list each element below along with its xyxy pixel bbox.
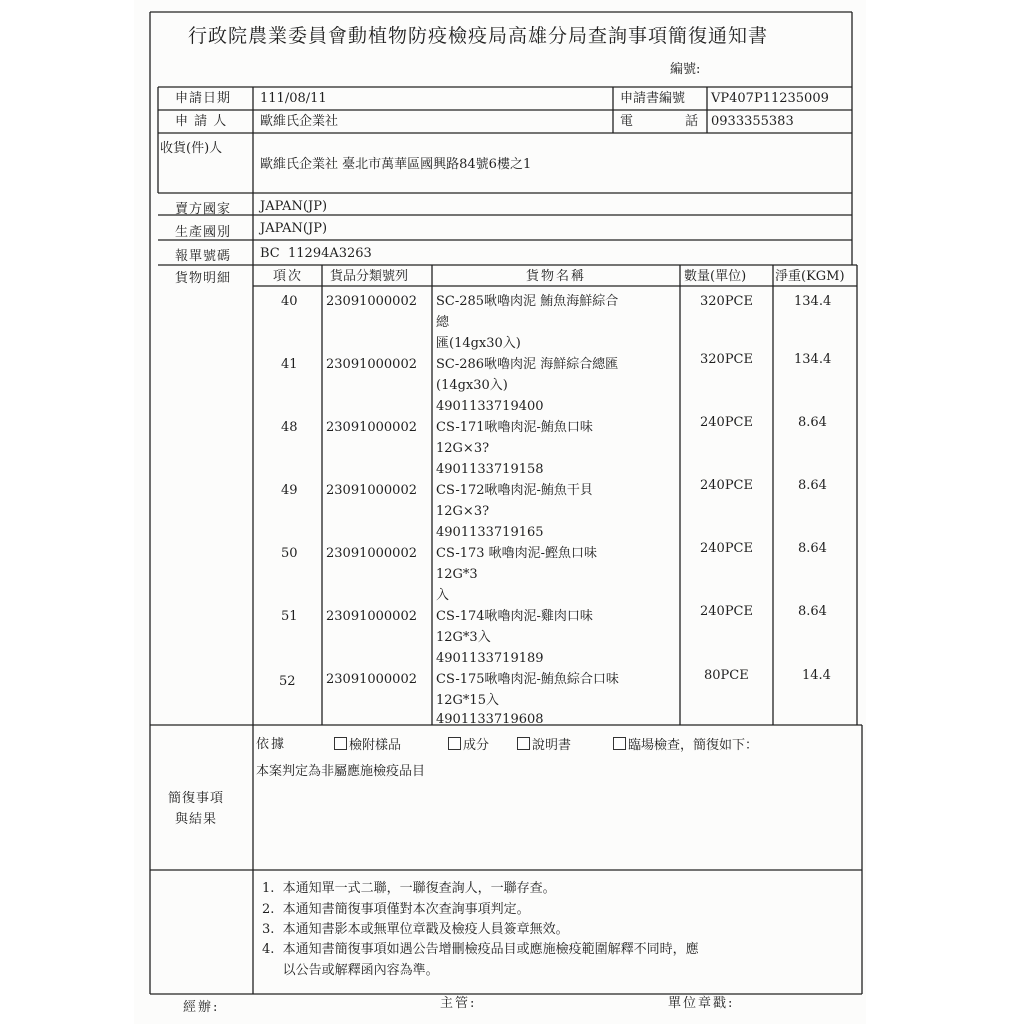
table-row-name-line: CS-175啾嚕肉泥-鮪魚綜合口味 [436,672,619,687]
table-row-weight: 8.64 [798,415,827,430]
table-row-no: 49 [281,483,298,498]
table-row-qty: 240PCE [700,478,753,493]
option-onsite-label: 臨場檢查，簡復如下： [628,738,759,753]
table-row-code: 23091000002 [326,294,417,309]
option-sample-label: 檢附樣品 [349,738,402,753]
origin-value: JAPAN(JP) [260,221,328,236]
col-header-name: 貨物名稱 [526,269,587,284]
apply-date-label: 申請日期 [175,91,232,106]
declaration-label: 報單號碼 [175,249,232,264]
note-item: 4. 本通知書簡復事項如遇公告增刪檢疫品目或應施檢疫範圍解釋不同時，應 [262,942,699,957]
option-manual-label: 說明書 [532,738,572,753]
table-row-name-line: SC-285啾嚕肉泥 鮪魚海鮮綜合 [436,294,619,309]
apply-date-value: 111/08/11 [260,91,327,106]
manual-checkbox [517,737,530,750]
consignee-value: 歐維氏企業社 臺北市萬華區國興路84號6樓之1 [260,157,532,172]
option-ingredients [448,737,489,754]
supervisor-label: 主管: [440,996,477,1011]
table-row-weight: 134.4 [794,352,832,367]
table-row-code: 23091000002 [326,357,417,372]
basis-label: 依據 [256,737,287,752]
table-row-qty: 240PCE [700,604,753,619]
table-row-name-line: SC-286啾嚕肉泥 海鮮綜合總匯 [436,357,619,372]
unit-seal-label: 單位章戳: [668,996,735,1011]
reply-result: 本案判定為非屬應施檢疫品目 [256,764,426,779]
ingredients-checkbox [448,737,461,750]
reply-label-line1: 簡復事項 [168,791,225,806]
table-row-name-line: CS-174啾嚕肉泥-雞肉口味 [436,609,593,624]
handler-label: 經辦: [183,1000,220,1015]
table-row-name-line: 入 [436,588,450,603]
table-row-name-line: 總 [436,315,450,330]
col-header-item: 項次 [273,269,304,284]
table-row-code: 23091000002 [326,672,417,687]
origin-label: 生產國別 [175,225,232,240]
table-row-weight: 134.4 [794,294,832,309]
sample-checkbox [334,737,347,750]
reply-label-line2: 與結果 [175,812,218,827]
table-row-name-line: 12G*3 [436,567,478,582]
note-item: 2. 本通知書簡復事項僅對本次查詢事項判定。 [262,902,530,917]
table-row-name-line: 12G×3? [436,441,490,456]
document-title: 行政院農業委員會動植物防疫檢疫局高雄分局查詢事項簡復通知書 [188,25,769,47]
table-row-no: 48 [281,420,298,435]
option-onsite [613,737,758,754]
table-row-code: 23091000002 [326,483,417,498]
table-row-name-line: 12G×3? [436,504,490,519]
onsite-checkbox [613,737,626,750]
note-item: 3. 本通知書影本或無單位章戳及檢疫人員簽章無效。 [262,922,569,937]
table-row-code: 23091000002 [326,420,417,435]
apply-no-value: VP407P11235009 [711,91,829,106]
apply-no-label: 申請書編號 [620,91,686,106]
table-row-name-line: 4901133719608 [436,712,544,727]
table-row-qty: 80PCE [704,668,749,683]
table-row-name-line: 4901133719400 [436,399,544,414]
table-row-name-line: 12G*3入 [436,630,491,645]
applicant-label: 申 請 人 [175,114,228,129]
table-row-name-line: 匯(14gx30入) [436,336,521,351]
table-row-weight: 8.64 [798,478,827,493]
table-row-qty: 240PCE [700,541,753,556]
table-row-weight: 8.64 [798,541,827,556]
col-header-weight: 淨重(KGM) [775,269,845,284]
declaration-value: BC 11294A3263 [260,246,372,261]
phone-value: 0933355383 [711,114,794,129]
option-sample [334,737,401,754]
seller-country-value: JAPAN(JP) [260,199,328,214]
table-row-qty: 320PCE [700,294,753,309]
table-row-name-line: 4901133719189 [436,651,544,666]
table-row-qty: 320PCE [700,352,753,367]
table-row-name-line: CS-171啾嚕肉泥-鮪魚口味 [436,420,593,435]
goods-detail-label: 貨物明細 [175,271,232,286]
table-row-name-line: 4901133719165 [436,525,544,540]
option-ingredients-label: 成分 [463,738,490,753]
table-row-no: 41 [281,357,298,372]
table-row-code: 23091000002 [326,546,417,561]
seller-country-label: 賣方國家 [175,202,232,217]
table-row-no: 40 [281,294,298,309]
option-manual [517,737,571,754]
table-row-code: 23091000002 [326,609,417,624]
col-header-code: 貨品分類號列 [330,269,409,284]
table-row-qty: 240PCE [700,415,753,430]
note-item: 以公告或解釋函內容為準。 [262,963,439,978]
table-row-no: 51 [281,609,298,624]
table-row-no: 52 [279,674,296,689]
table-row-name-line: 12G*15入 [436,693,499,708]
consignee-label: 收貨(件)人 [160,141,223,156]
serial-number-label: 編號: [670,62,701,77]
table-row-name-line: (14gx30入) [436,378,508,393]
table-row-weight: 14.4 [802,668,831,683]
applicant-value: 歐維氏企業社 [260,114,339,129]
phone-label: 電 話 [620,114,699,129]
col-header-qty: 數量(單位) [684,269,747,284]
table-row-name-line: 4901133719158 [436,462,544,477]
table-row-no: 50 [281,546,298,561]
table-row-name-line: CS-172啾嚕肉泥-鮪魚干貝 [436,483,593,498]
note-item: 1. 本通知單一式二聯，一聯復查詢人，一聯存查。 [262,881,556,896]
table-row-name-line: CS-173 啾嚕肉泥-鰹魚口味 [436,546,598,561]
table-row-weight: 8.64 [798,604,827,619]
